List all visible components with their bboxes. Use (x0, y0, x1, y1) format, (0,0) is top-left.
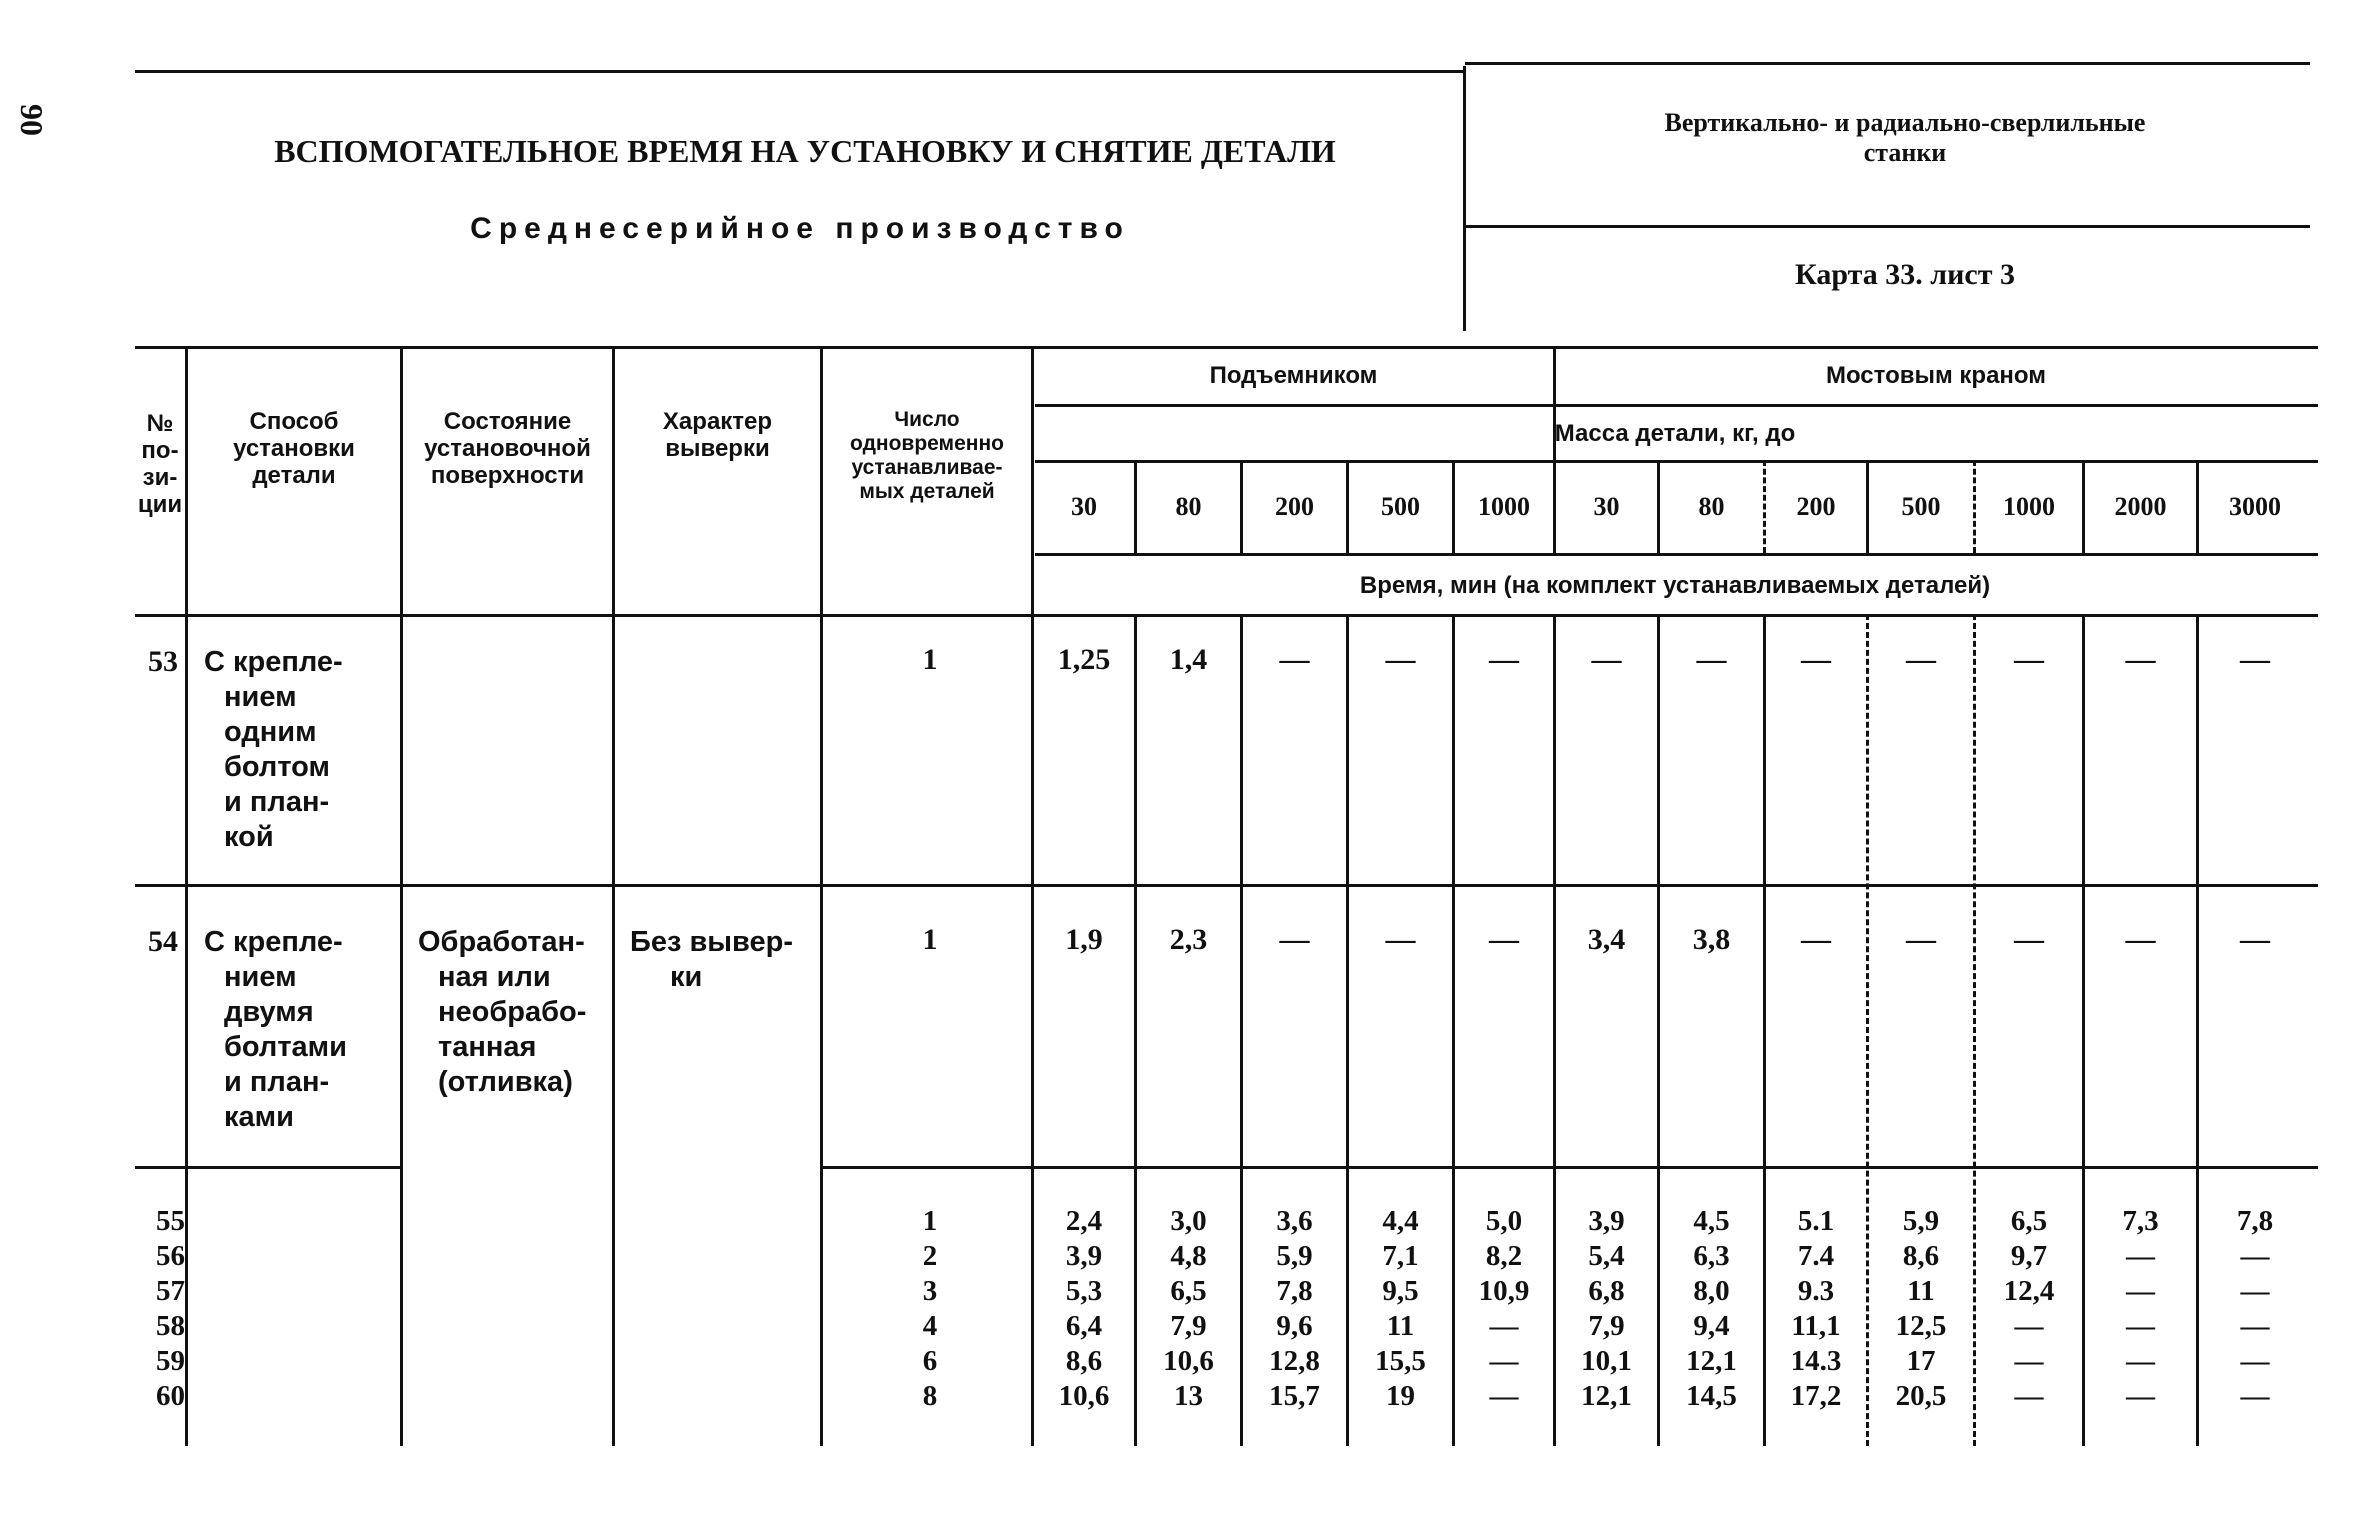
table-cell: 3,9 (1588, 1205, 1625, 1237)
table-cell: 6,8 (1588, 1275, 1625, 1307)
table-cell: 11 (1386, 1310, 1415, 1342)
mass-crane-80: 80 (1698, 492, 1725, 521)
table-cell: 7,9 (1588, 1310, 1625, 1342)
machine-type-line: Вертикально- и радиально-сверлильные (1664, 108, 2146, 137)
header-right-midrule (1465, 225, 2310, 228)
value-column (1556, 1204, 1657, 1414)
table-cell: — (1279, 923, 1310, 956)
table-cell: 5,9 (1276, 1240, 1313, 1272)
mass-header: Масса детали, кг, до (1554, 420, 1796, 447)
table-cell: 7.4 (1797, 1240, 1835, 1272)
mass-hoist-1000: 1000 (1478, 492, 1530, 521)
row54-method: С крепле- нием двумя болтами и план- ками (204, 926, 347, 1133)
table-cell: 17,2 (1790, 1380, 1842, 1412)
table-cell: — (2240, 1345, 2270, 1377)
table-cell: 11,1 (1791, 1310, 1841, 1342)
value-column (1869, 1204, 1973, 1414)
col-rule-method (400, 346, 403, 1446)
page-number: 90 (14, 104, 50, 136)
table-cell: — (1906, 923, 1936, 956)
table-cell: 10,1 (1581, 1345, 1632, 1377)
table-cell: — (1489, 1380, 1519, 1412)
col-header-position: № по- зи- ции (137, 410, 183, 518)
table-cell: — (1906, 643, 1936, 676)
table-cell: 14,5 (1686, 1380, 1737, 1412)
table-cell: — (2126, 1240, 2155, 1272)
mass-hoist-80: 80 (1175, 492, 1202, 521)
table-cell: 12,8 (1269, 1345, 1320, 1377)
value-column (2085, 1204, 2196, 1414)
row53-position: 53 (148, 645, 178, 678)
table-cell: 12,1 (1686, 1345, 1737, 1377)
machine-type-line: станки (1863, 138, 1947, 167)
table-cell: 3,9 (1065, 1240, 1103, 1272)
table-cell: 2,4 (1065, 1205, 1103, 1237)
row54-bottom-rule-a (135, 1166, 400, 1169)
table-cell: 8,6 (1902, 1240, 1940, 1272)
table-cell: — (2126, 1345, 2155, 1377)
production-type: Среднесерийное производство (470, 212, 1130, 245)
table-cell: — (2014, 643, 2044, 676)
table-cell: — (1801, 923, 1831, 956)
row54-surface: Обработан- ная или необрабо- танная (отливка) (418, 926, 587, 1098)
table-cell: 8,0 (1693, 1275, 1730, 1307)
table-cell: 3,6 (1276, 1205, 1313, 1237)
table-cell: — (1385, 643, 1416, 676)
row54-position: 54 (148, 925, 178, 958)
value-column (1660, 1204, 1763, 1414)
table-cell: — (2014, 1345, 2044, 1377)
table-cell: 10,6 (1058, 1380, 1110, 1412)
table-cell: 4,4 (1382, 1205, 1419, 1237)
col-rule-pos (185, 346, 188, 1446)
row53-bottom-rule (135, 884, 2318, 887)
mass-crane-200: 200 (1796, 492, 1836, 521)
table-cell: 11 (1907, 1275, 1935, 1307)
header-top-rule-right (1465, 62, 2310, 65)
table-cell: — (1591, 643, 1622, 676)
table-cell: 10,6 (1163, 1345, 1214, 1377)
mass-hoist-500: 500 (1381, 492, 1420, 521)
mass-header-rule (1035, 460, 2318, 463)
table-cell: 7,8 (2236, 1205, 2274, 1237)
value-column (1976, 1204, 2082, 1414)
table-cell: — (1385, 923, 1416, 956)
value-column (1034, 1204, 1134, 1414)
table-cell: 7,8 (1276, 1275, 1313, 1307)
table-cell: — (2240, 1240, 2270, 1272)
table-cell: 14.3 (1790, 1345, 1842, 1377)
table-cell: 3,8 (1692, 923, 1731, 956)
table-cell: 5,9 (1902, 1205, 1940, 1237)
table-cell: — (2125, 643, 2156, 676)
row53-method: С крепле- нием одним болтом и план- кой (204, 646, 343, 853)
table-cell: 10,9 (1478, 1275, 1530, 1307)
table-cell: — (1489, 1345, 1519, 1377)
row53-count: 1 (922, 643, 938, 676)
col-header-count: Число одновременно устанавливае- мых деталей (850, 408, 1004, 503)
mass-hoist-200: 200 (1275, 492, 1314, 521)
value-column (1766, 1204, 1866, 1414)
mass-crane-2000: 2000 (2114, 492, 2167, 521)
mass-crane-3000: 3000 (2229, 492, 2281, 521)
table-cell: 9,6 (1276, 1310, 1313, 1342)
row54-alignment: Без вывер- ки (630, 926, 793, 993)
table-cell: 8,2 (1485, 1240, 1523, 1272)
table-cell: 7,3 (2122, 1205, 2159, 1237)
mass-hoist-30: 30 (1071, 492, 1097, 521)
mass-crane-30: 30 (1593, 492, 1620, 521)
table-cell: 1,25 (1057, 643, 1111, 676)
table-cell: — (2126, 1275, 2155, 1307)
mass-crane-500: 500 (1901, 492, 1941, 521)
table-cell: — (2126, 1380, 2155, 1412)
table-cell: — (2014, 1310, 2044, 1342)
machine-type (1500, 108, 2310, 168)
table-cell: 8,6 (1065, 1345, 1103, 1377)
table-cell: 1,4 (1169, 643, 1208, 676)
table-cell: 3,4 (1587, 923, 1626, 956)
table-cell: — (1489, 1310, 1519, 1342)
table-cell: 19 (1386, 1380, 1415, 1412)
table-cell: 12,1 (1581, 1380, 1632, 1412)
table-cell: 9,4 (1693, 1310, 1730, 1342)
group-header-rule (1035, 404, 2318, 407)
header-top-rule-left (135, 70, 1465, 73)
table-cell: 3,0 (1170, 1205, 1207, 1237)
table-cell: 9,7 (2010, 1240, 2048, 1272)
table-cell: 13 (1174, 1380, 1203, 1412)
table-cell: 17 (1906, 1345, 1936, 1377)
table-cell: 9,5 (1382, 1275, 1419, 1307)
table-cell: 15,7 (1269, 1380, 1320, 1412)
mass-values-rule (1035, 553, 2318, 556)
table-cell: — (1279, 643, 1310, 676)
value-column (1137, 1204, 1240, 1414)
table-cell: 5,3 (1065, 1275, 1103, 1307)
rows55-60-positions: 55 56 57 58 59 60 (156, 1205, 185, 1412)
value-column (2199, 1204, 2311, 1414)
col-header-surface: Состояние установочной поверхности (424, 408, 591, 489)
table-cell: 5,0 (1485, 1205, 1523, 1237)
table-cell: 5.1 (1797, 1205, 1835, 1237)
table-cell: — (1489, 643, 1519, 676)
table-cell: — (2240, 643, 2270, 676)
table-cell: 1,9 (1065, 923, 1103, 956)
table-cell: 7,9 (1170, 1310, 1207, 1342)
page-title: ВСПОМОГАТЕЛЬНОЕ ВРЕМЯ НА УСТАНОВКУ И СНЯТИЕ ДЕТАЛИ (274, 133, 1336, 169)
table-cell: — (2240, 1275, 2270, 1307)
header-divider (1463, 66, 1466, 331)
col-header-method: Способ установки детали (233, 408, 355, 489)
table-cell: 4,8 (1170, 1240, 1207, 1272)
table-cell: 20,5 (1895, 1380, 1947, 1412)
table-cell: 6,5 (1170, 1275, 1207, 1307)
value-column (1455, 1204, 1553, 1414)
table-cell: — (2014, 1380, 2044, 1412)
table-cell: — (2014, 923, 2044, 956)
table-cell: 7,1 (1382, 1240, 1419, 1272)
table-cell: — (1801, 643, 1831, 676)
table-cell: 9.3 (1797, 1275, 1835, 1307)
header-bottom-rule (135, 614, 2318, 617)
row54-count: 1 (922, 923, 938, 956)
table-cell: — (2126, 1310, 2155, 1342)
col-header-alignment: Характер выверки (662, 408, 773, 462)
table-cell: 12,5 (1895, 1310, 1947, 1342)
row54-bottom-rule-b (820, 1166, 2318, 1169)
table-cell: — (2240, 923, 2270, 956)
card-reference: Карта 33. лист 3 (1795, 258, 2015, 291)
table-cell: 6,5 (2010, 1205, 2048, 1237)
time-header: Время, мин (на комплект устанавливаемых деталей) (1359, 572, 1991, 599)
table-top-rule (135, 346, 2318, 349)
table-cell: — (2240, 1310, 2270, 1342)
group-header-crane: Мостовым краном (1825, 362, 2047, 389)
group-header-hoist: Подъемником (1209, 362, 1378, 389)
col-rule-alignment (820, 346, 823, 1446)
table-cell: 6,3 (1693, 1240, 1730, 1272)
table-cell: 2,3 (1169, 923, 1208, 956)
rows55-60-counts: 1 2 3 4 6 8 (922, 1205, 938, 1412)
table-cell: 5,4 (1588, 1240, 1625, 1272)
table-cell: 12,4 (2003, 1275, 2055, 1307)
table-cell: 4,5 (1693, 1205, 1730, 1237)
table-cell: 15,5 (1375, 1345, 1426, 1377)
table-cell: — (2240, 1380, 2270, 1412)
table-cell: — (1489, 923, 1519, 956)
table-cell: — (2125, 923, 2156, 956)
col-rule-surface (612, 346, 615, 1446)
value-column (1243, 1204, 1346, 1414)
mass-crane-1000: 1000 (2003, 492, 2055, 521)
table-cell: 6,4 (1065, 1310, 1103, 1342)
value-column (1349, 1204, 1452, 1414)
table-cell: — (1696, 643, 1727, 676)
